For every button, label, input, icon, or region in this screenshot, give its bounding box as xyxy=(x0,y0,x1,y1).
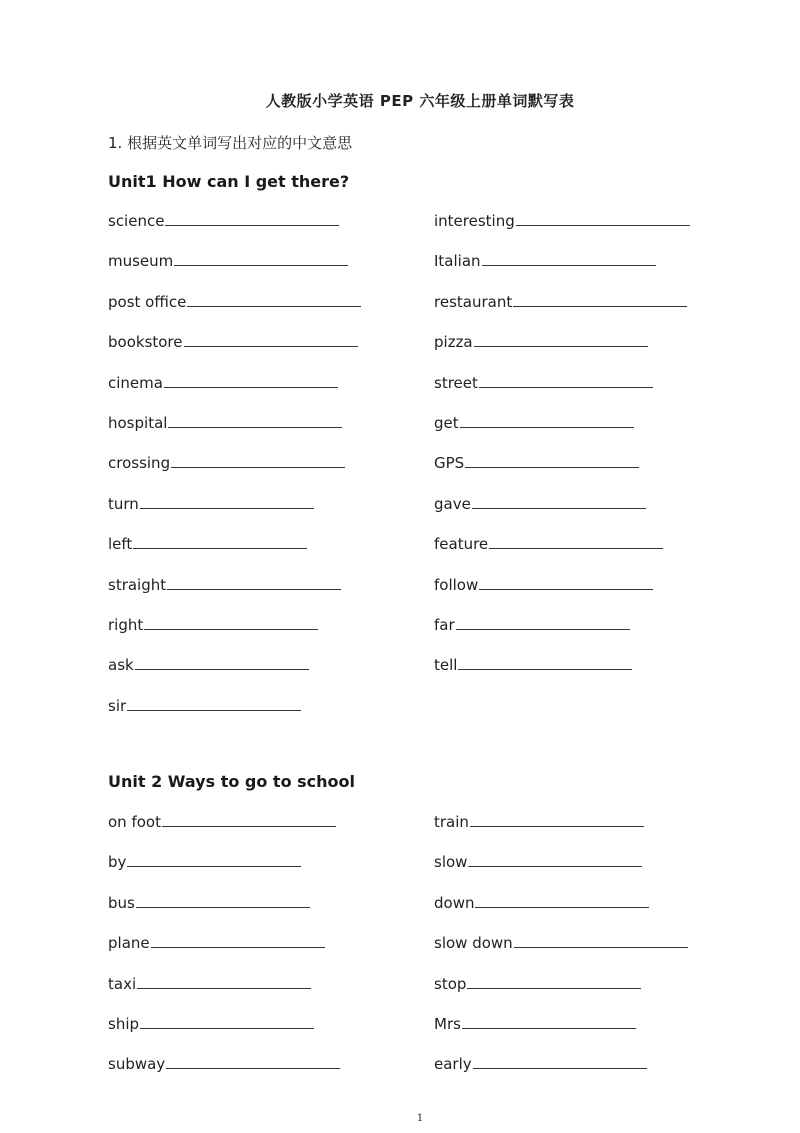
answer-blank[interactable] xyxy=(468,865,642,867)
vocab-word: get xyxy=(434,413,459,432)
vocab-word: slow down xyxy=(434,934,513,953)
vocab-item xyxy=(434,894,649,912)
word-row xyxy=(108,697,728,737)
vocab-word: Mrs xyxy=(434,1014,461,1033)
vocab-item xyxy=(434,656,632,674)
vocab-word: early xyxy=(434,1055,472,1074)
word-row xyxy=(108,894,728,934)
vocab-item xyxy=(108,853,301,871)
answer-blank[interactable] xyxy=(127,709,301,711)
word-row xyxy=(108,535,728,575)
vocab-word: by xyxy=(108,853,127,872)
vocab-item xyxy=(434,1015,636,1033)
vocab-word: post office xyxy=(108,292,187,311)
word-row xyxy=(108,212,728,252)
word-row xyxy=(108,374,728,414)
word-row xyxy=(108,414,728,454)
vocab-item xyxy=(108,616,318,634)
answer-blank[interactable] xyxy=(133,547,307,549)
word-row xyxy=(108,1055,728,1095)
vocab-item xyxy=(108,697,301,715)
answer-blank[interactable] xyxy=(184,345,358,347)
vocab-item xyxy=(434,495,646,513)
vocab-item xyxy=(434,333,648,351)
vocab-word: turn xyxy=(108,494,139,513)
vocab-item xyxy=(434,414,634,432)
vocab-word: gave xyxy=(434,494,471,513)
vocab-item xyxy=(434,212,690,230)
unit-2-heading: Unit 2 Ways to go to school xyxy=(108,772,355,791)
word-row xyxy=(108,934,728,974)
document-title: 人教版小学英语 PEP 六年级上册单词默写表 xyxy=(265,92,575,110)
vocab-word: ship xyxy=(108,1014,140,1033)
word-row xyxy=(108,813,728,853)
vocab-item xyxy=(108,535,307,553)
answer-blank[interactable] xyxy=(479,588,653,590)
vocab-word: plane xyxy=(108,934,150,953)
vocab-item xyxy=(108,333,358,351)
answer-blank[interactable] xyxy=(458,668,632,670)
page-number: 1 xyxy=(416,1113,424,1124)
answer-blank[interactable] xyxy=(475,906,649,908)
vocab-word: right xyxy=(108,615,144,634)
answer-blank[interactable] xyxy=(473,1067,647,1069)
vocab-item xyxy=(108,414,342,432)
answer-blank[interactable] xyxy=(482,264,656,266)
answer-blank[interactable] xyxy=(166,1067,340,1069)
answer-blank[interactable] xyxy=(465,466,639,468)
answer-blank[interactable] xyxy=(460,426,634,428)
vocab-item xyxy=(434,576,653,594)
vocab-item xyxy=(108,212,339,230)
vocab-word: bus xyxy=(108,893,135,912)
answer-blank[interactable] xyxy=(474,345,648,347)
unit-1-heading: Unit1 How can I get there? xyxy=(108,172,350,191)
answer-blank[interactable] xyxy=(135,668,309,670)
answer-blank[interactable] xyxy=(470,825,644,827)
vocab-item xyxy=(108,813,336,831)
answer-blank[interactable] xyxy=(136,906,310,908)
instruction-text: 1. 根据英文单词写出对应的中文意思 xyxy=(108,134,353,152)
answer-blank[interactable] xyxy=(514,946,688,948)
word-row xyxy=(108,252,728,292)
vocab-item xyxy=(108,656,309,674)
vocab-word: pizza xyxy=(434,333,473,352)
vocab-item xyxy=(434,975,641,993)
vocab-word: science xyxy=(108,212,165,230)
answer-blank[interactable] xyxy=(467,987,641,989)
answer-blank[interactable] xyxy=(513,305,687,307)
vocab-item xyxy=(434,853,642,871)
vocab-word: feature xyxy=(434,535,489,554)
vocab-item xyxy=(434,616,630,634)
answer-blank[interactable] xyxy=(516,224,690,226)
vocab-item xyxy=(108,894,310,912)
vocab-word: sir xyxy=(108,696,127,715)
answer-blank[interactable] xyxy=(167,588,341,590)
vocab-item xyxy=(434,813,644,831)
word-row xyxy=(108,975,728,1015)
answer-blank[interactable] xyxy=(479,386,653,388)
vocab-item xyxy=(108,576,341,594)
word-row xyxy=(108,495,728,535)
vocab-word: GPS xyxy=(434,454,465,473)
vocab-item xyxy=(434,252,656,270)
answer-blank[interactable] xyxy=(140,507,314,509)
answer-blank[interactable] xyxy=(127,865,301,867)
word-row xyxy=(108,853,728,893)
answer-blank[interactable] xyxy=(456,628,630,630)
unit-2-word-grid xyxy=(108,813,728,1096)
word-row xyxy=(108,1015,728,1055)
vocab-item xyxy=(108,252,348,270)
word-row xyxy=(108,454,728,494)
vocab-word: train xyxy=(434,813,469,831)
vocab-item xyxy=(434,535,663,553)
vocab-word: restaurant xyxy=(434,292,513,311)
word-row xyxy=(108,333,728,373)
answer-blank[interactable] xyxy=(174,264,348,266)
answer-blank[interactable] xyxy=(171,466,345,468)
answer-blank[interactable] xyxy=(144,628,318,630)
vocab-word: down xyxy=(434,893,475,912)
answer-blank[interactable] xyxy=(140,1027,314,1029)
vocab-word: cinema xyxy=(108,373,163,392)
vocab-word: left xyxy=(108,535,133,554)
answer-blank[interactable] xyxy=(168,426,342,428)
answer-blank[interactable] xyxy=(165,224,339,226)
vocab-item xyxy=(108,454,345,472)
word-row xyxy=(108,656,728,696)
word-row xyxy=(108,293,728,333)
answer-blank[interactable] xyxy=(489,547,663,549)
vocab-item xyxy=(434,293,687,311)
vocab-word: straight xyxy=(108,575,167,594)
vocab-item xyxy=(108,1055,340,1073)
word-row xyxy=(108,576,728,616)
vocab-item xyxy=(434,374,653,392)
answer-blank[interactable] xyxy=(137,987,311,989)
vocab-word: slow xyxy=(434,853,468,872)
vocab-item xyxy=(108,1015,314,1033)
vocab-item xyxy=(108,374,338,392)
vocab-word: subway xyxy=(108,1055,166,1074)
vocab-word: far xyxy=(434,615,455,634)
answer-blank[interactable] xyxy=(472,507,646,509)
vocab-word: tell xyxy=(434,656,458,675)
answer-blank[interactable] xyxy=(151,946,325,948)
vocab-word: follow xyxy=(434,575,479,594)
unit-1-word-grid xyxy=(108,212,728,737)
answer-blank[interactable] xyxy=(462,1027,636,1029)
vocab-word: bookstore xyxy=(108,333,183,352)
vocab-item xyxy=(434,454,639,472)
vocab-word: on foot xyxy=(108,813,161,831)
vocab-item xyxy=(108,495,314,513)
answer-blank[interactable] xyxy=(187,305,361,307)
vocab-item xyxy=(108,975,311,993)
answer-blank[interactable] xyxy=(162,825,336,827)
word-row xyxy=(108,616,728,656)
vocab-word: stop xyxy=(434,974,467,993)
vocab-item xyxy=(434,934,688,952)
vocab-word: crossing xyxy=(108,454,171,473)
vocab-word: interesting xyxy=(434,212,515,230)
vocab-word: hospital xyxy=(108,413,168,432)
vocab-word: street xyxy=(434,373,478,392)
vocab-item xyxy=(108,934,325,952)
vocab-word: ask xyxy=(108,656,134,675)
vocab-word: Italian xyxy=(434,252,481,271)
vocab-item xyxy=(434,1055,647,1073)
answer-blank[interactable] xyxy=(164,386,338,388)
vocab-word: museum xyxy=(108,252,174,271)
vocab-word: taxi xyxy=(108,974,137,993)
vocab-item xyxy=(108,293,361,311)
